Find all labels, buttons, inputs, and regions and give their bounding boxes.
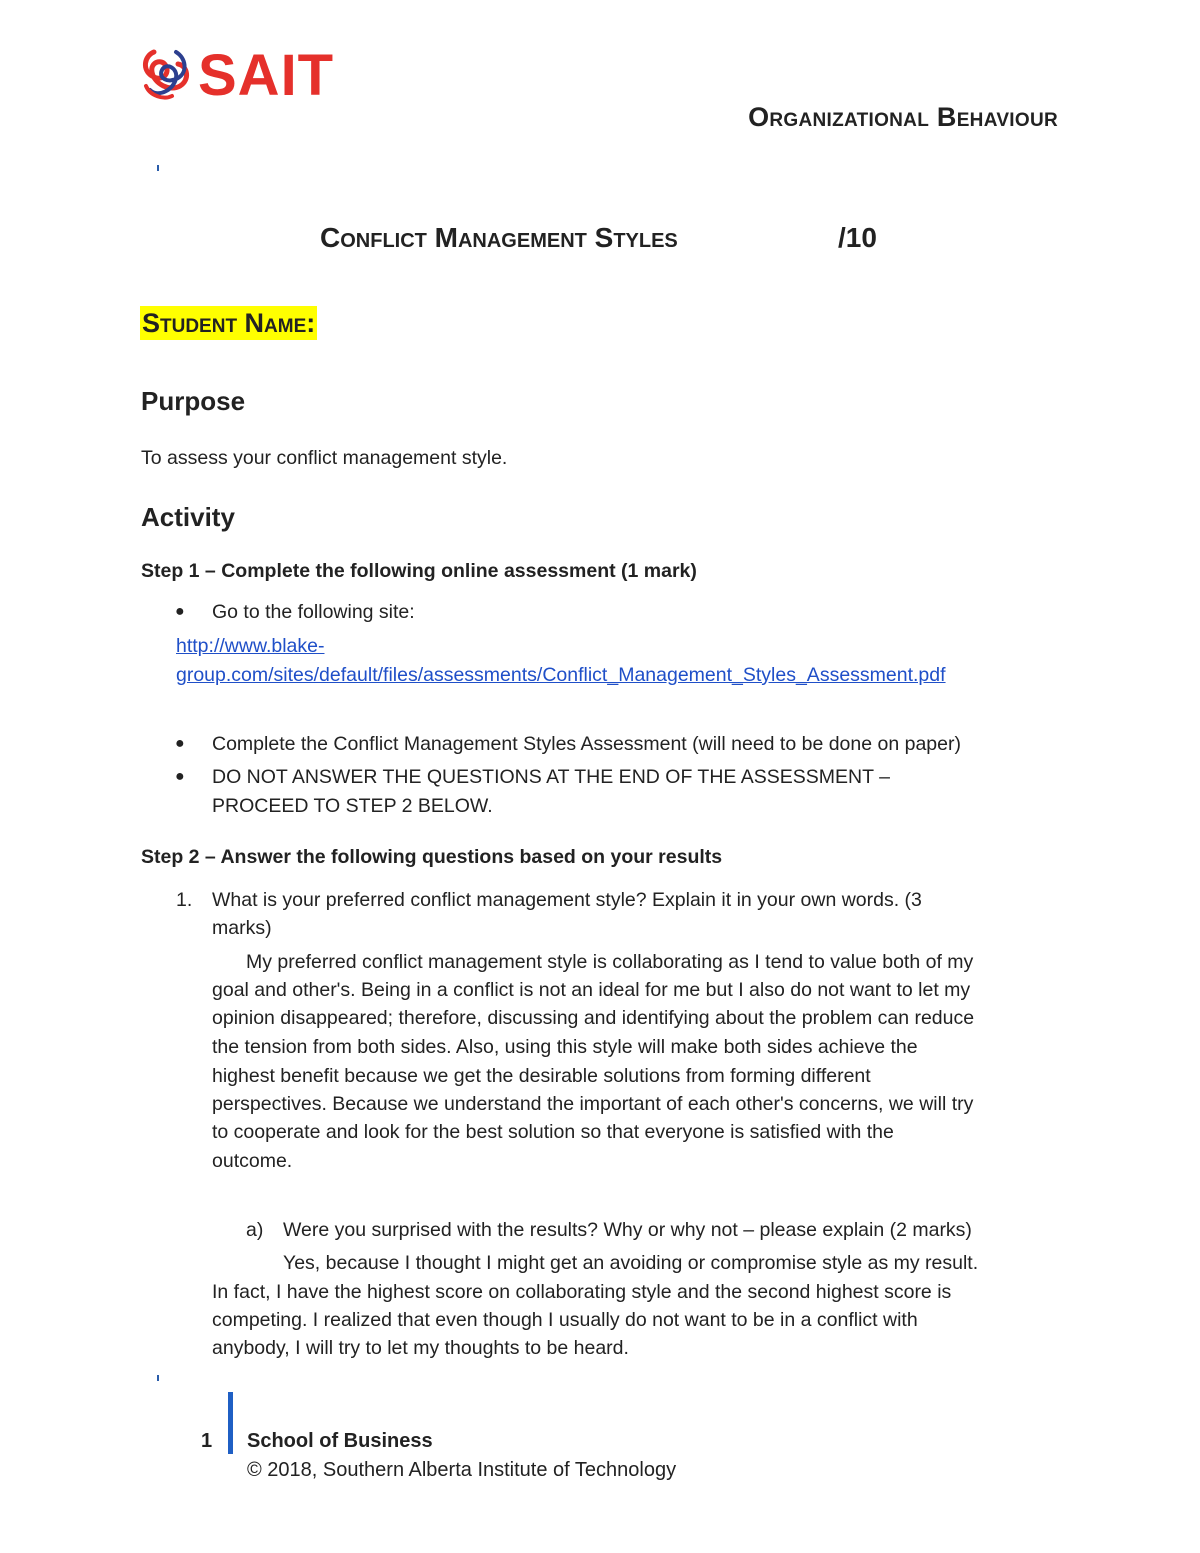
answer1-line: outcome. (212, 1150, 293, 1172)
margin-mark (157, 1375, 159, 1381)
bullet-icon: ● (175, 735, 185, 752)
footer-school: School of Business (247, 1430, 433, 1452)
activity-heading: Activity (141, 502, 235, 532)
assessment-link-line1[interactable]: http://www.blake- (176, 635, 325, 657)
assessment-link-line2[interactable]: group.com/sites/default/files/assessments/Conflict_Management_Styles_Assessment.pdf (176, 664, 946, 686)
course-title: Organizational Behaviour (748, 102, 1058, 132)
step1-bullet2: Complete the Conflict Management Styles Assessment (will need to be done on paper) (212, 733, 961, 755)
student-name-label: Student Name: (142, 308, 316, 338)
bullet-icon: ● (175, 768, 185, 785)
page-number: 1 (201, 1430, 213, 1452)
logo-text: SAIT (198, 43, 335, 108)
document-score: /10 (838, 222, 877, 253)
subanswer-line: competing. I realized that even though I usually do not want to be in a conflict with (212, 1309, 918, 1331)
question1-line2: marks) (212, 917, 272, 939)
answer1-line: perspectives. Because we understand the important of each other's concerns, we will try (212, 1093, 974, 1115)
bullet-icon: ● (175, 603, 185, 620)
step1-heading: Step 1 – Complete the following online assessment (1 mark) (141, 560, 697, 582)
step1-bullet3-line1: DO NOT ANSWER THE QUESTIONS AT THE END OF THE ASSESSMENT – (212, 766, 890, 788)
sait-knot-icon (140, 46, 192, 102)
step2-heading: Step 2 – Answer the following questions based on your results (141, 846, 723, 868)
subanswer-line: In fact, I have the highest score on collaborating style and the second highest score is (212, 1281, 952, 1303)
question1-line1: What is your preferred conflict management style? Explain it in your own words. (3 (212, 889, 922, 911)
footer-copyright: © 2018, Southern Alberta Institute of Technology (247, 1459, 677, 1481)
step1-bullet1: Go to the following site: (212, 601, 415, 623)
answer1-line: opinion disappeared; therefore, discussing and identifying about the problem can reduce (212, 1007, 975, 1029)
footer-divider (228, 1392, 233, 1454)
subanswer-line: anybody, I will try to let my thoughts to be heard. (212, 1337, 629, 1359)
answer1-line: highest benefit because we get the desirable solutions from forming different (212, 1065, 871, 1087)
purpose-text: To assess your conflict management style. (141, 447, 508, 469)
step1-bullet3-line2: PROCEED TO STEP 2 BELOW. (212, 795, 493, 817)
question-number: 1. (176, 889, 193, 911)
sait-logo (140, 43, 340, 108)
answer1-line: goal and other's. Being in a conflict is not an ideal for me but I also do not want to let my (212, 979, 971, 1001)
subanswer-line: Yes, because I thought I might get an avoiding or compromise style as my result. (283, 1252, 979, 1274)
purpose-heading: Purpose (141, 386, 246, 416)
subquestion-label: a) (246, 1219, 264, 1241)
answer1-line: My preferred conflict management style is collaborating as I tend to value both of my (246, 951, 974, 973)
answer1-line: the tension from both sides. Also, using this style will make both sides achieve the (212, 1036, 918, 1058)
answer1-line: to cooperate and look for the best solution so that everyone is satisfied with the (212, 1121, 894, 1143)
document-title: Conflict Management Styles (320, 222, 678, 253)
margin-mark (157, 165, 159, 171)
subquestion-text: Were you surprised with the results? Why or why not – please explain (2 marks) (283, 1219, 972, 1241)
